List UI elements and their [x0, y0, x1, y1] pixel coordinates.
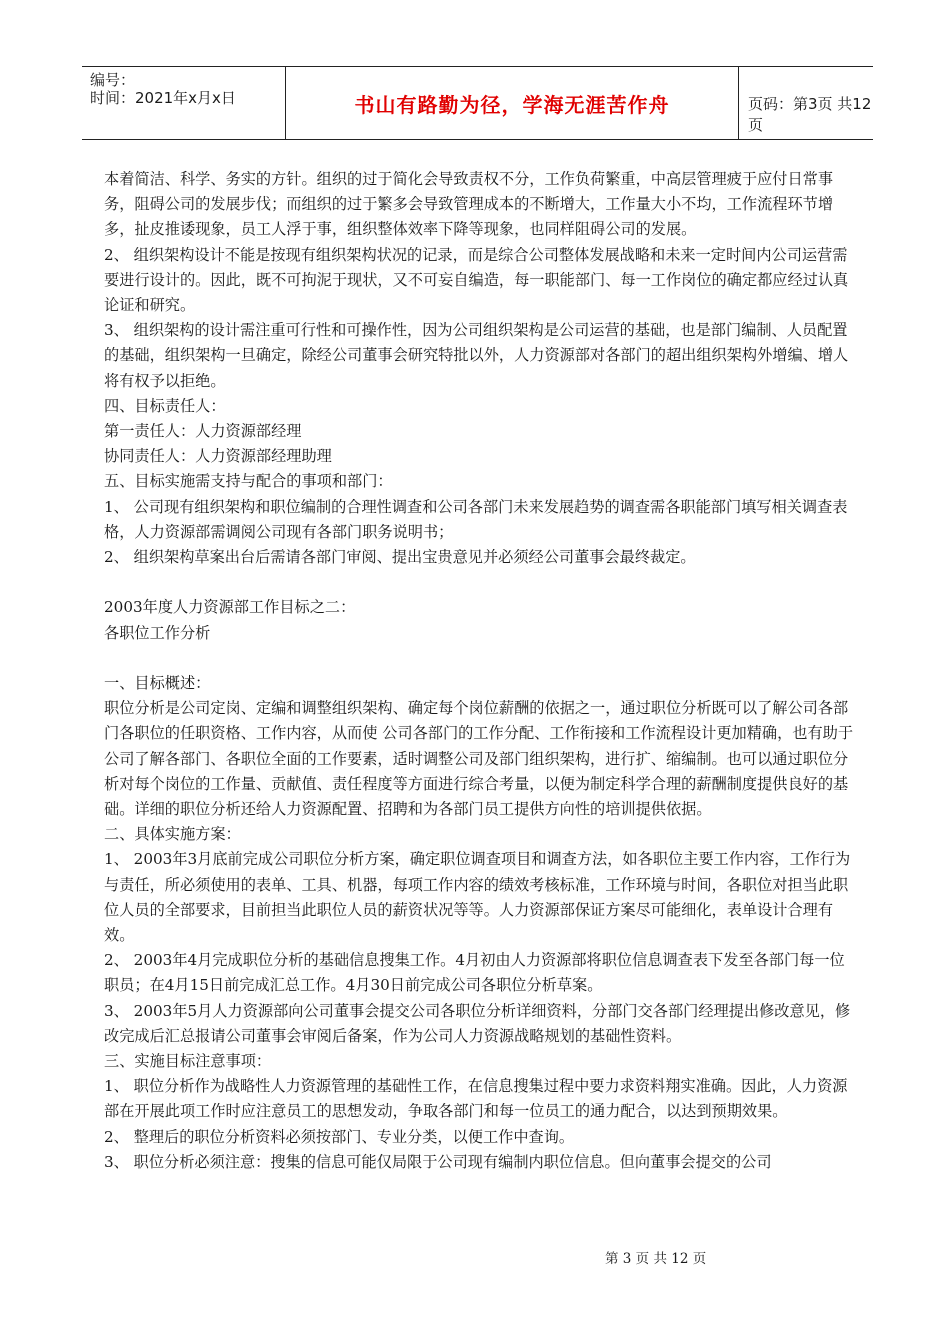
- paragraph: 第一责任人：人力资源部经理: [104, 422, 302, 441]
- header-page-info: 页码：第3页 共12页: [748, 95, 872, 134]
- paragraph: 一、目标概述：: [104, 674, 211, 693]
- paragraph: 1、 2003年3月底前完成公司职位分析方案，确定职位调查项目和调查方法，如各职位主要工作内容，工作行为与责任，所必须使用的表单、工具、机器，每项工作内容的绩效考核标准，工作环境与时间，各职位对担当此职位人员的全部要求，目前担当此职位人员的薪资状况等等。人力资源部保证方案尽可能细化，表单设计合理有效。: [104, 850, 851, 945]
- header-time: 时间：2021年x月x日: [90, 89, 236, 107]
- header-motto: 书山有路勤为径，学海无涯苦作舟: [354, 92, 670, 117]
- page-header: [82, 66, 873, 140]
- paragraph: 2、 2003年4月完成职位分析的基础信息搜集工作。4月初由人力资源部将职位信息调查表下发至各部门每一位职员；在4月15日前完成汇总工作。4月30日前完成公司各职位分析草案。: [104, 951, 845, 995]
- paragraph: 3、 2003年5月人力资源部向公司董事会提交公司各职位分析详细资料，分部门交各部门经理提出修改意见，修改完成后汇总报请公司董事会审阅后备案，作为公司人力资源战略规划的基础性资料。: [104, 1001, 851, 1045]
- blank-line: [104, 570, 856, 595]
- paragraph: 职位分析是公司定岗、定编和调整组织架构、确定每个岗位薪酬的依据之一，通过职位分析既可以了解公司各部门各职位的任职资格、工作内容，从而使 公司各部门的工作分配、工作衔接和工作流程设计更加精确，也有助于公司了解各部门、各职位全面的工作要素，适时调整公司及部门组织架构，进行扩、缩编制。也可以通过职位分析对每个岗位的工作量、贡献值、责任程度等方面进行综合考量，以便为制定科学合理的薪酬制度提供良好的基础。详细的职位分析还给人力资源配置、招聘和为各部门员工提供方向性的培训提供依据。: [104, 699, 854, 819]
- paragraph: 1、 职位分析作为战略性人力资源管理的基础性工作，在信息搜集过程中要力求资料翔实准确。因此，人力资源部在开展此项工作时应注意员工的思想发动，争取各部门和每一位员工的通力配合，以达到预期效果。: [104, 1077, 848, 1121]
- paragraph: 各职位工作分析: [104, 623, 211, 642]
- paragraph: 3、 职位分析必须注意：搜集的信息可能仅局限于公司现有编制内职位信息。但向董事会提交的公司: [104, 1152, 772, 1171]
- paragraph: 2003年度人力资源部工作目标之二：: [104, 598, 356, 617]
- paragraph: 二、具体实施方案：: [104, 825, 241, 844]
- document-body: [104, 167, 856, 1175]
- paragraph: 1、 公司现有组织架构和职位编制的合理性调查和公司各部门未来发展趋势的调查需各职能部门填写相关调查表格，人力资源部需调阅公司现有各部门职务说明书；: [104, 497, 848, 541]
- paragraph: 三、实施目标注意事项：: [104, 1052, 272, 1071]
- paragraph: 2、 组织架构设计不能是按现有组织架构状况的记录，而是综合公司整体发展战略和未来一定时间内公司运营需要进行设计的。因此，既不可拘泥于现状，又不可妄自编造，每一职能部门、每一工作岗位的确定都应经过认真论证和研究。: [104, 245, 849, 315]
- paragraph: 四、目标责任人：: [104, 396, 226, 415]
- paragraph: 协同责任人：人力资源部经理助理: [104, 447, 332, 466]
- header-number: 编号：: [90, 71, 136, 89]
- header-motto-cell: [285, 67, 739, 139]
- paragraph: 2、 组织架构草案出台后需请各部门审阅、提出宝贵意见并必须经公司董事会最终裁定。: [104, 548, 696, 567]
- header-meta: [90, 71, 280, 107]
- paragraph: 2、 整理后的职位分析资料必须按部门、专业分类，以便工作中查询。: [104, 1127, 575, 1146]
- paragraph: 3、 组织架构的设计需注重可行性和可操作性，因为公司组织架构是公司运营的基础，也是部门编制、人员配置的基础，组织架构一旦确定，除经公司董事会研究特批以外，人力资源部对各部门的超出组织架构外增编、增人将有权予以拒绝。: [104, 321, 849, 390]
- blank-line: [104, 646, 856, 671]
- paragraph: 五、目标实施需支持与配合的事项和部门：: [104, 472, 393, 491]
- paragraph: 本着简洁、科学、务实的方针。组织的过于简化会导致责权不分，工作负荷繁重，中高层管理疲于应付日常事务，阻碍公司的发展步伐；而组织的过于繁多会导致管理成本的不断增大，工作量大小不均，工作流程环节增多，扯皮推诿现象，员工人浮于事，组织整体效率下降等现象，也同样阻碍公司的发展。: [104, 170, 833, 239]
- page-footer: 第 3 页 共 12 页: [605, 1251, 707, 1267]
